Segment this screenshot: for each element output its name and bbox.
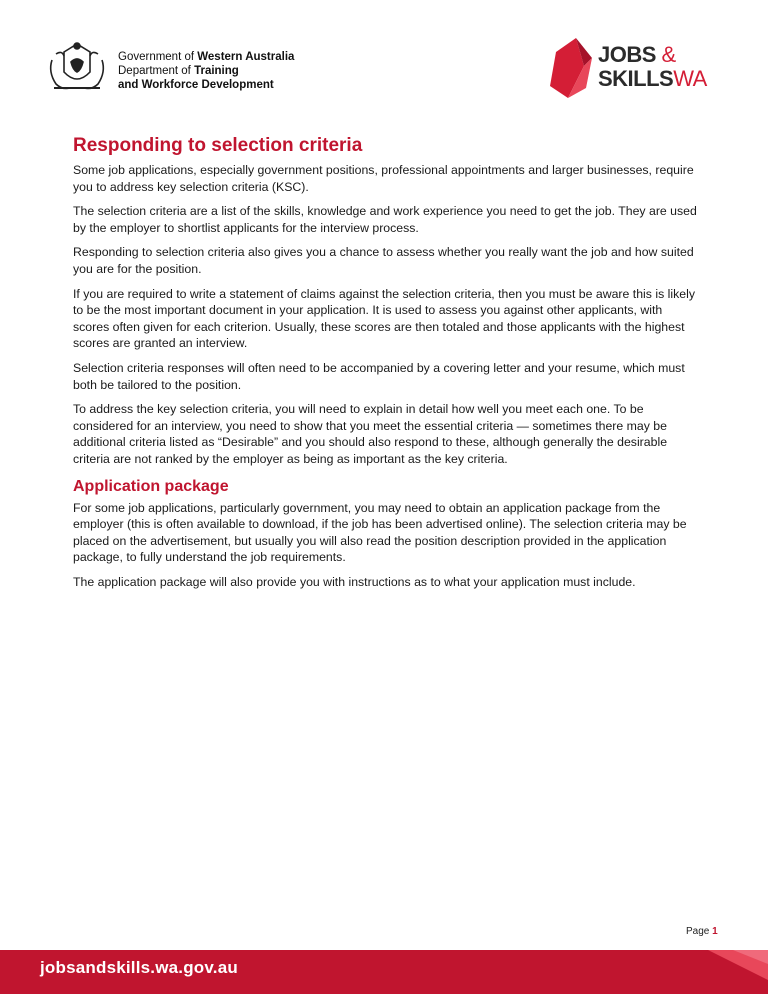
- document-body: [73, 134, 699, 598]
- paragraph: For some job applications, particularly government, you may need to obtain an application package from the employer (this is often available to download, if the job has been advertised online). The selection criteria may be placed on the advertisement, but usually you will also read the position description provided in the application package, to fully understand the job requirements.: [73, 500, 687, 565]
- page-footer: [0, 950, 768, 994]
- page-number: [686, 926, 718, 937]
- brand-ampersand: &: [661, 42, 676, 67]
- coat-of-arms-logo: [44, 40, 110, 96]
- gov-line2-bold: Training: [194, 65, 239, 77]
- gov-line1-prefix: Government of: [118, 51, 198, 63]
- paragraph: The selection criteria are a list of the skills, knowledge and work experience you need to get the job. They are used by the employer to shortlist applicants for the interview process.: [73, 204, 697, 235]
- paragraph: If you are required to write a statement of claims against the selection criteria, then you must be aware this is likely to be the most important document in your application. It is used to assess you against other applicants, with scores often given for each criterion. Usually, these scores are then totaled and those applicants with the highest scores are granted an interview.: [73, 286, 695, 351]
- page-number-value: 1: [712, 926, 718, 937]
- footer-decoration: [678, 950, 768, 994]
- gov-line1-bold: Western Australia: [197, 51, 295, 63]
- brand-word-jobs: JOBS: [598, 42, 656, 67]
- brand-word-skills: SKILLS: [598, 66, 674, 91]
- page-header: [0, 0, 768, 110]
- paragraph: Responding to selection criteria also gives you a chance to assess whether you really want the job and how suited you are for the position.: [73, 245, 694, 276]
- paragraph: To address the key selection criteria, you will need to explain in detail how well you meet each one. To be considered for an interview, you need to show that you meet the essential criteria — sometimes there may be additional criteria listed as “Desirable” and you should also respond to these, although generally the desirable criteria are not ranked by the employer as being as important as the key criteria.: [73, 402, 668, 466]
- brand-wa: WA: [673, 66, 707, 91]
- gov-line3: and Workforce Development: [118, 79, 274, 91]
- paragraph: Some job applications, especially government positions, professional appointments and larger businesses, require you to address key selection criteria (KSC).: [73, 163, 694, 194]
- section-title-selection-criteria: Responding to selection criteria: [73, 135, 363, 156]
- page-label: Page: [686, 926, 713, 937]
- website-url[interactable]: jobsandskills.wa.gov.au: [40, 958, 238, 977]
- section-title-application-package: Application package: [73, 477, 229, 495]
- jobs-skills-wa-logo-text: [598, 43, 707, 91]
- gov-line2-prefix: Department of: [118, 65, 195, 77]
- paragraph: Selection criteria responses will often need to be accompanied by a covering letter and your resume, which must both be tailored to the position.: [73, 360, 685, 392]
- government-department-name: [118, 50, 294, 92]
- paragraph: The application package will also provide you with instructions as to what your application must include.: [73, 574, 636, 589]
